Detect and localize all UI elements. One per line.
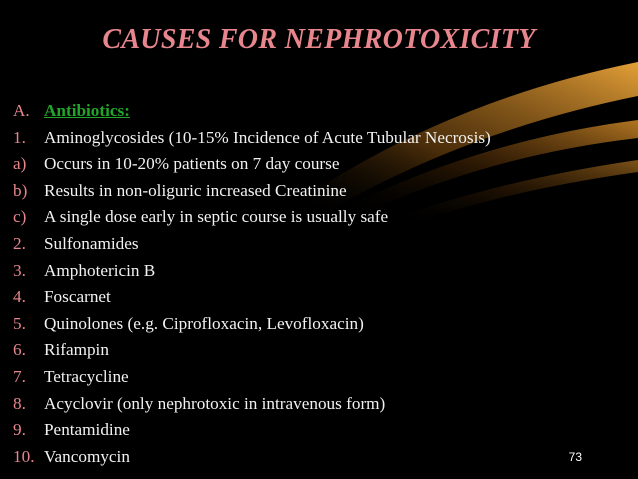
list-marker: b) <box>13 180 28 200</box>
list-marker: A. <box>13 101 30 120</box>
list-marker: 4. <box>13 287 26 307</box>
list-text: Amphotericin B <box>44 260 156 280</box>
list-marker: 8. <box>13 393 26 413</box>
list-marker: 10. <box>13 446 35 466</box>
list-marker: 1. <box>13 127 26 147</box>
content-list <box>13 98 628 470</box>
list-item <box>13 417 628 444</box>
slide-title: CAUSES FOR NEPHROTOXICITY <box>102 24 536 55</box>
list-marker: 3. <box>13 260 26 280</box>
list-text: Pentamidine <box>44 420 130 440</box>
list-item <box>13 284 628 311</box>
list-marker: c) <box>13 207 27 227</box>
list-item <box>13 258 628 285</box>
list-item <box>13 311 628 338</box>
sub-list-item <box>13 204 628 231</box>
sub-list-item <box>13 151 628 178</box>
list-item <box>13 444 628 471</box>
list-text: Occurs in 10-20% patients on 7 day course <box>44 154 340 174</box>
section-heading <box>13 98 628 125</box>
list-text: Acyclovir (only nephrotoxic in intravenous form) <box>44 393 386 413</box>
list-marker: 7. <box>13 366 26 386</box>
list-text: Antibiotics: <box>44 101 130 120</box>
list-item <box>13 125 628 152</box>
list-marker: 5. <box>13 313 26 333</box>
list-item <box>13 364 628 391</box>
list-text: Results in non-oliguric increased Creatinine <box>44 180 347 200</box>
list-text: Rifampin <box>44 340 109 360</box>
list-item <box>13 231 628 258</box>
list-marker: 6. <box>13 340 26 360</box>
list-text: Tetracycline <box>44 366 129 386</box>
list-marker: 9. <box>13 420 26 440</box>
list-text: Sulfonamides <box>44 233 139 253</box>
list-marker: 2. <box>13 233 26 253</box>
list-text: Quinolones (e.g. Ciprofloxacin, Levofloxacin) <box>44 313 364 333</box>
list-marker: a) <box>13 154 27 174</box>
list-text: Aminoglycosides (10-15% Incidence of Acute Tubular Necrosis) <box>44 127 491 147</box>
list-item <box>13 337 628 364</box>
sub-list-item <box>13 178 628 205</box>
page-number: 73 <box>568 450 582 464</box>
list-text: A single dose early in septic course is usually safe <box>44 207 389 227</box>
list-text: Foscarnet <box>44 287 111 307</box>
list-item <box>13 391 628 418</box>
list-text: Vancomycin <box>44 446 130 466</box>
